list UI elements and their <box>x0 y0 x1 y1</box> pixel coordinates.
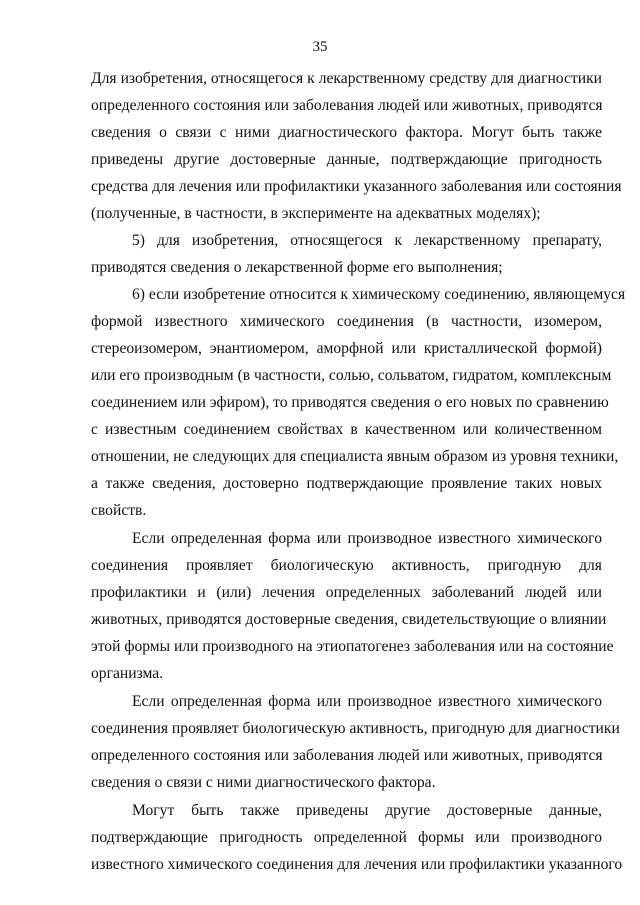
text-line: с известным соединением свойствах в качественном или количественном <box>91 421 602 438</box>
text-line: приводятся сведения о лекарственной форме его выполнения; <box>91 259 503 276</box>
text-line: профилактики и (или) лечения определенных заболеваний людей или <box>91 584 602 601</box>
text-line: подтверждающие пригодность определенной формы или производного <box>91 829 602 846</box>
text-line: соединения проявляет биологическую активность, пригодную для <box>91 557 602 574</box>
text-line: известного химического соединения для лечения или профилактики указанного <box>91 856 623 873</box>
text-line: Если определенная форма или производное известного химического <box>132 693 602 710</box>
text-line: Могут быть также приведены другие достоверные данные, <box>132 802 602 819</box>
text-line: приведены другие достоверные данные, подтверждающие пригодность <box>91 151 602 168</box>
text-line: сведения о связи с ними диагностического фактора. <box>91 774 436 791</box>
text-line: Если определенная форма или производное известного химического <box>132 530 602 547</box>
text-line: средства для лечения или профилактики указанного заболевания или состояния <box>91 178 622 195</box>
text-line: Для изобретения, относящегося к лекарственному средству для диагностики <box>91 70 602 87</box>
text-line: соединения проявляет биологическую активность, пригодную для диагностики <box>91 720 620 737</box>
text-line: а также сведения, достоверно подтверждающие проявление таких новых <box>91 475 602 492</box>
text-line: определенного состояния или заболевания людей или животных, приводятся <box>91 97 603 114</box>
text-line: организма. <box>91 665 164 682</box>
text-line: (полученные, в частности, в эксперименте на адекватных моделях); <box>91 205 541 222</box>
text-line: свойств. <box>91 502 147 519</box>
text-line: 5) для изобретения, относящегося к лекарственному препарату, <box>132 232 602 249</box>
text-line: формой известного химического соединения (в частности, изомером, <box>91 313 602 330</box>
page-number: 35 <box>312 39 328 55</box>
text-line: 6) если изобретение относится к химическому соединению, являющемуся <box>132 286 626 303</box>
text-line: животных, приводятся достоверные сведения, свидетельствующие о влиянии <box>91 611 607 628</box>
text-line: сведения о связи с ними диагностического фактора. Могут быть также <box>91 124 602 141</box>
text-line: отношении, не следующих для специалиста явным образом из уровня техники, <box>91 448 619 465</box>
text-line: или его производным (в частности, солью, сольватом, гидратом, комплексным <box>91 367 612 384</box>
text-line: стереоизомером, энантиомером, аморфной или кристаллической формой) <box>91 340 602 357</box>
text-line: соединением или эфиром), то приводятся сведения о его новых по сравнению <box>91 394 609 411</box>
text-line: этой формы или производного на этиопатогенез заболевания или на состояние <box>91 638 614 655</box>
text-line: определенного состояния или заболевания людей или животных, приводятся <box>91 747 603 764</box>
